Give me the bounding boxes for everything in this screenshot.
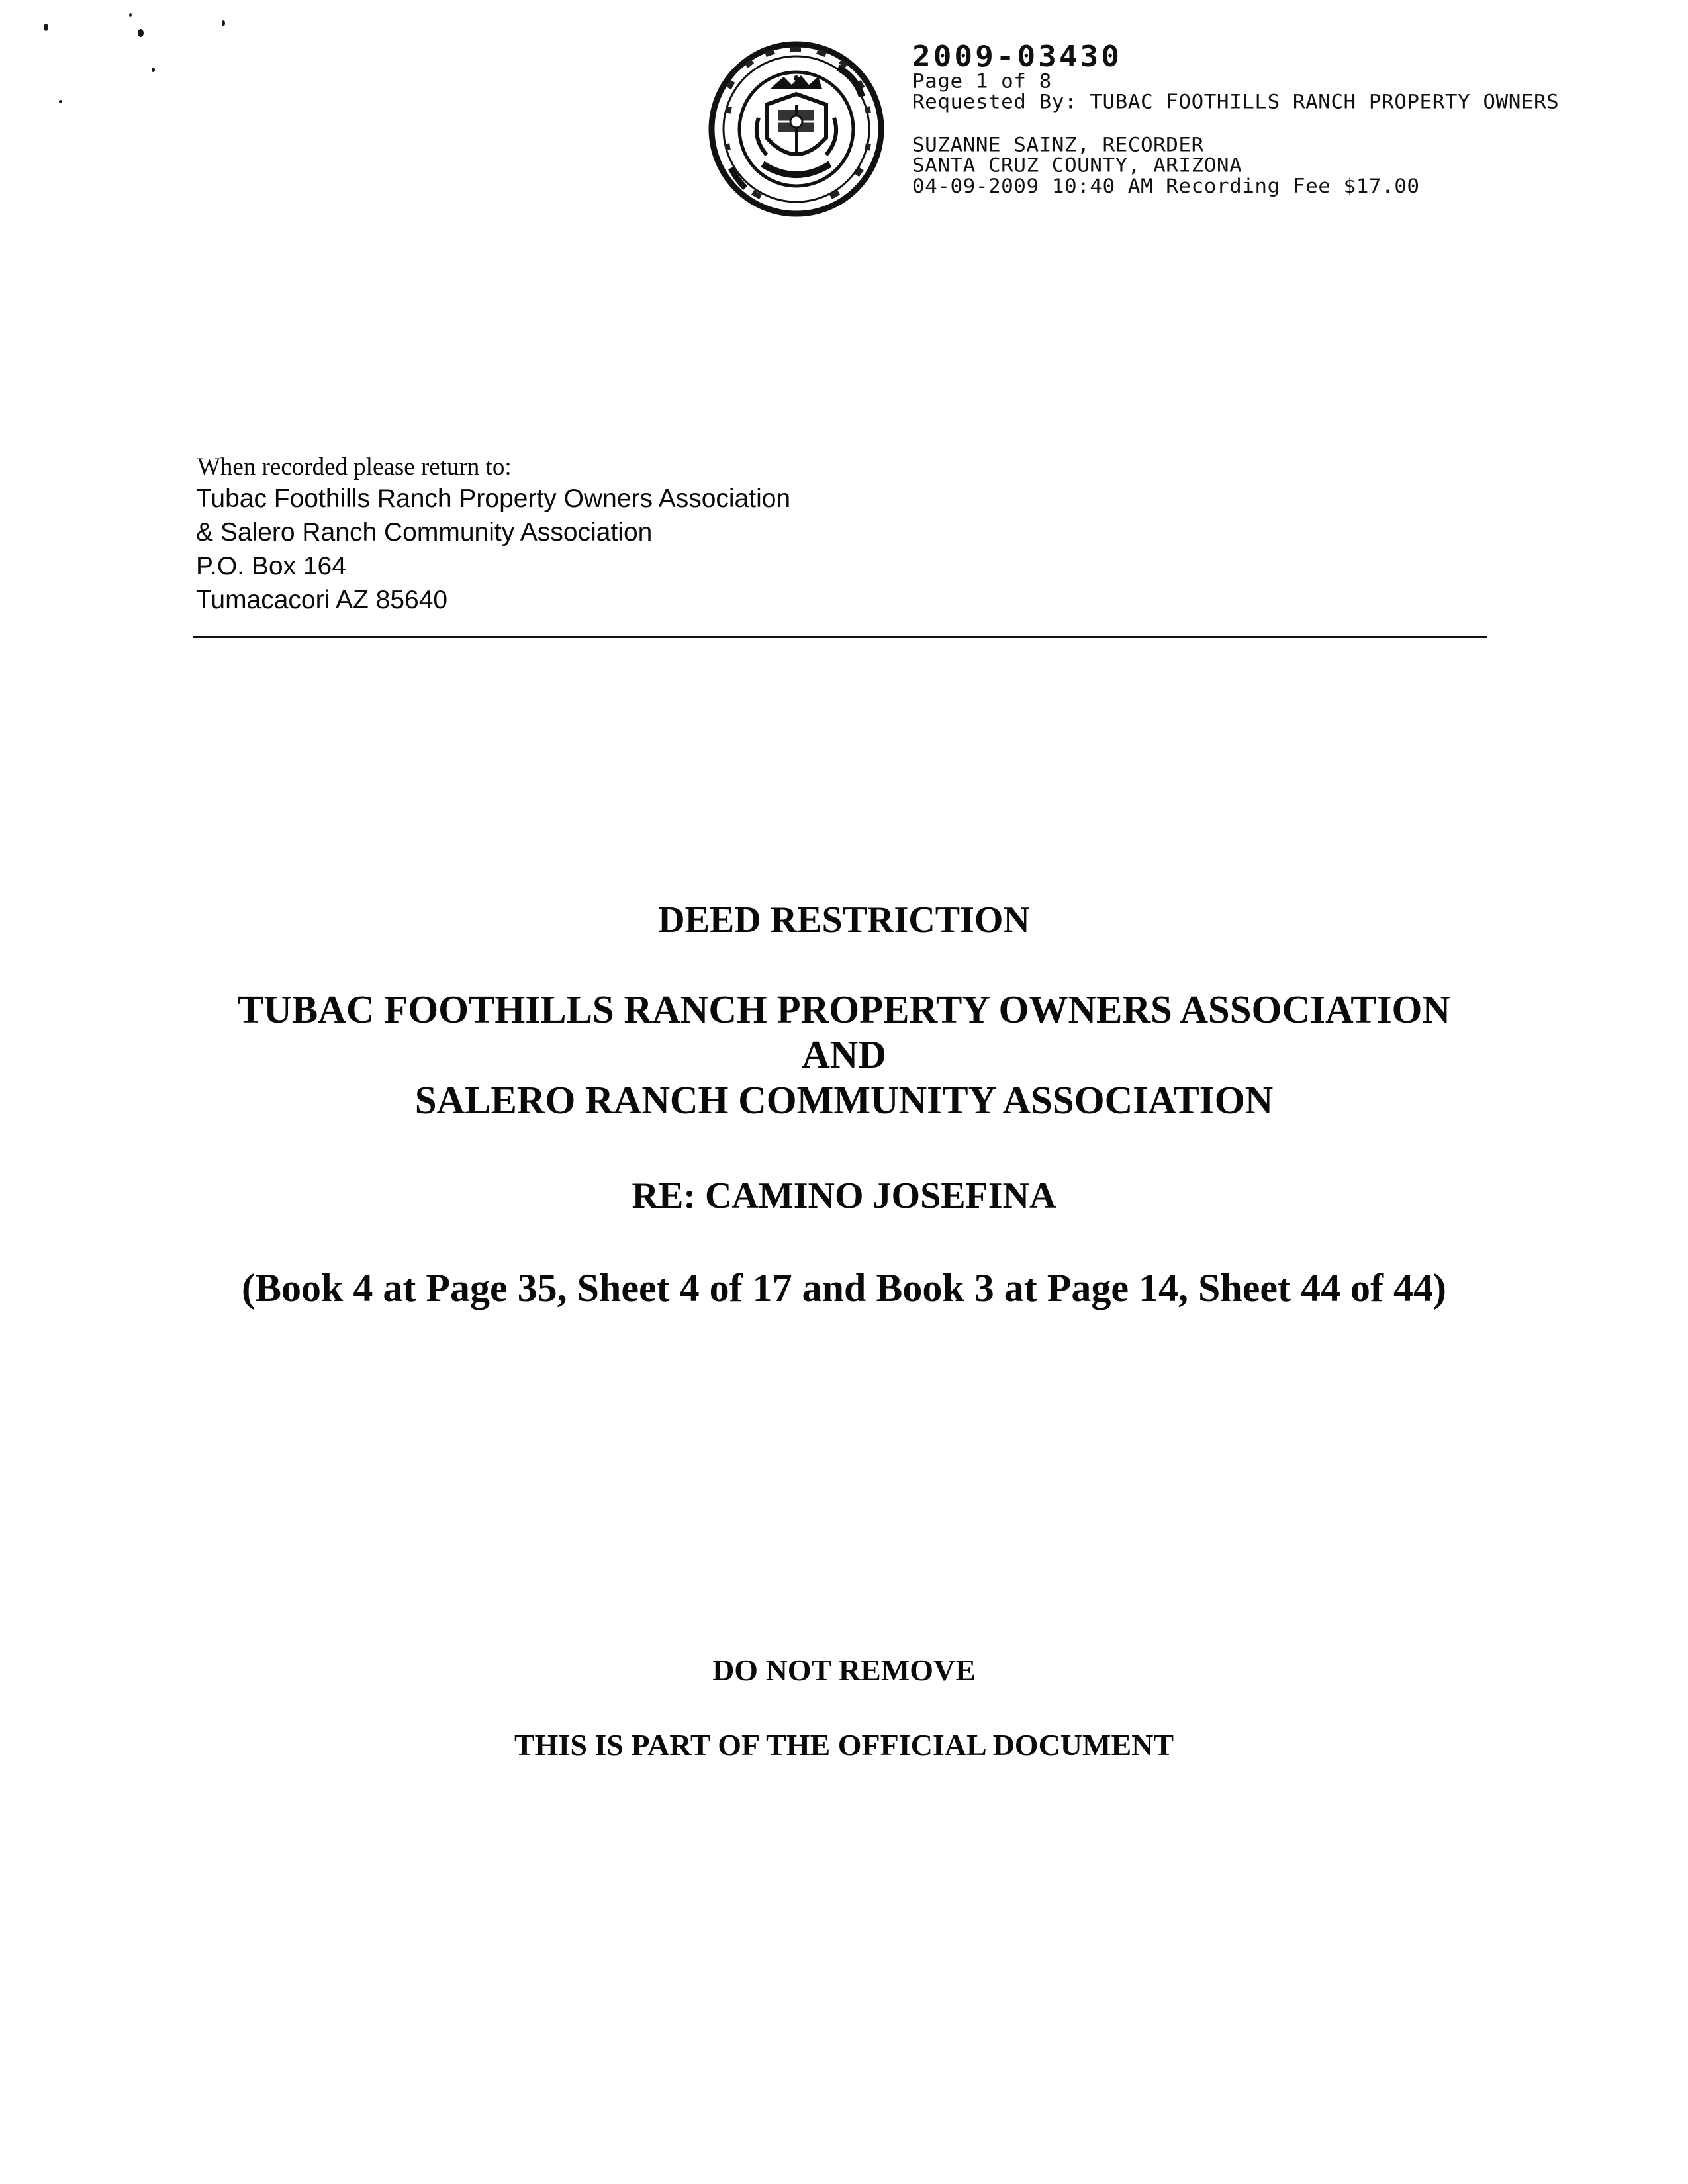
official-document-notice: THIS IS PART OF THE OFFICIAL DOCUMENT (514, 1728, 1174, 1762)
recorder-county: SANTA CRUZ COUNTY, ARIZONA (912, 154, 1243, 177)
scan-speck (138, 29, 144, 37)
recorder-name: SUZANNE SAINZ, RECORDER (912, 133, 1204, 156)
re-line: RE: CAMINO JOSEFINA (632, 1175, 1056, 1216)
scan-speck (129, 13, 132, 17)
association-name-2: SALERO RANCH COMMUNITY ASSOCIATION (414, 1078, 1274, 1122)
return-address-line: Tubac Foothills Ranch Property Owners Association (196, 484, 791, 513)
scan-speck (152, 68, 155, 72)
page-count: Page 1 of 8 (912, 69, 1052, 93)
scan-speck (222, 20, 225, 26)
recording-info: 04-09-2009 10:40 AM Recording Fee $17.00 (912, 175, 1420, 198)
return-address-line: Tumacacori AZ 85640 (196, 586, 448, 614)
requested-by: Requested By: TUBAC FOOTHILLS RANCH PROPERTY OWNERS (912, 91, 1560, 114)
return-address-line: & Salero Ranch Community Association (196, 518, 653, 547)
horizontal-divider (193, 636, 1487, 638)
book-reference: (Book 4 at Page 35, Sheet 4 of 17 and Book 3 at Page 14, Sheet 44 of 44) (242, 1266, 1446, 1310)
return-to-label: When recorded please return to: (197, 453, 512, 480)
do-not-remove-notice: DO NOT REMOVE (712, 1653, 976, 1687)
scan-speck (44, 24, 48, 31)
title-conjunction: AND (802, 1032, 886, 1076)
association-name-1: TUBAC FOOTHILLS RANCH PROPERTY OWNERS ASSOCIATION (237, 987, 1451, 1031)
document-number: 2009-03430 (912, 39, 1122, 73)
return-address-line: P.O. Box 164 (196, 552, 346, 580)
return-address (196, 482, 790, 617)
scan-speck (59, 100, 62, 103)
recorder-stamp (912, 41, 1673, 197)
document-title: DEED RESTRICTION (658, 899, 1030, 940)
county-seal-icon (706, 38, 887, 220)
